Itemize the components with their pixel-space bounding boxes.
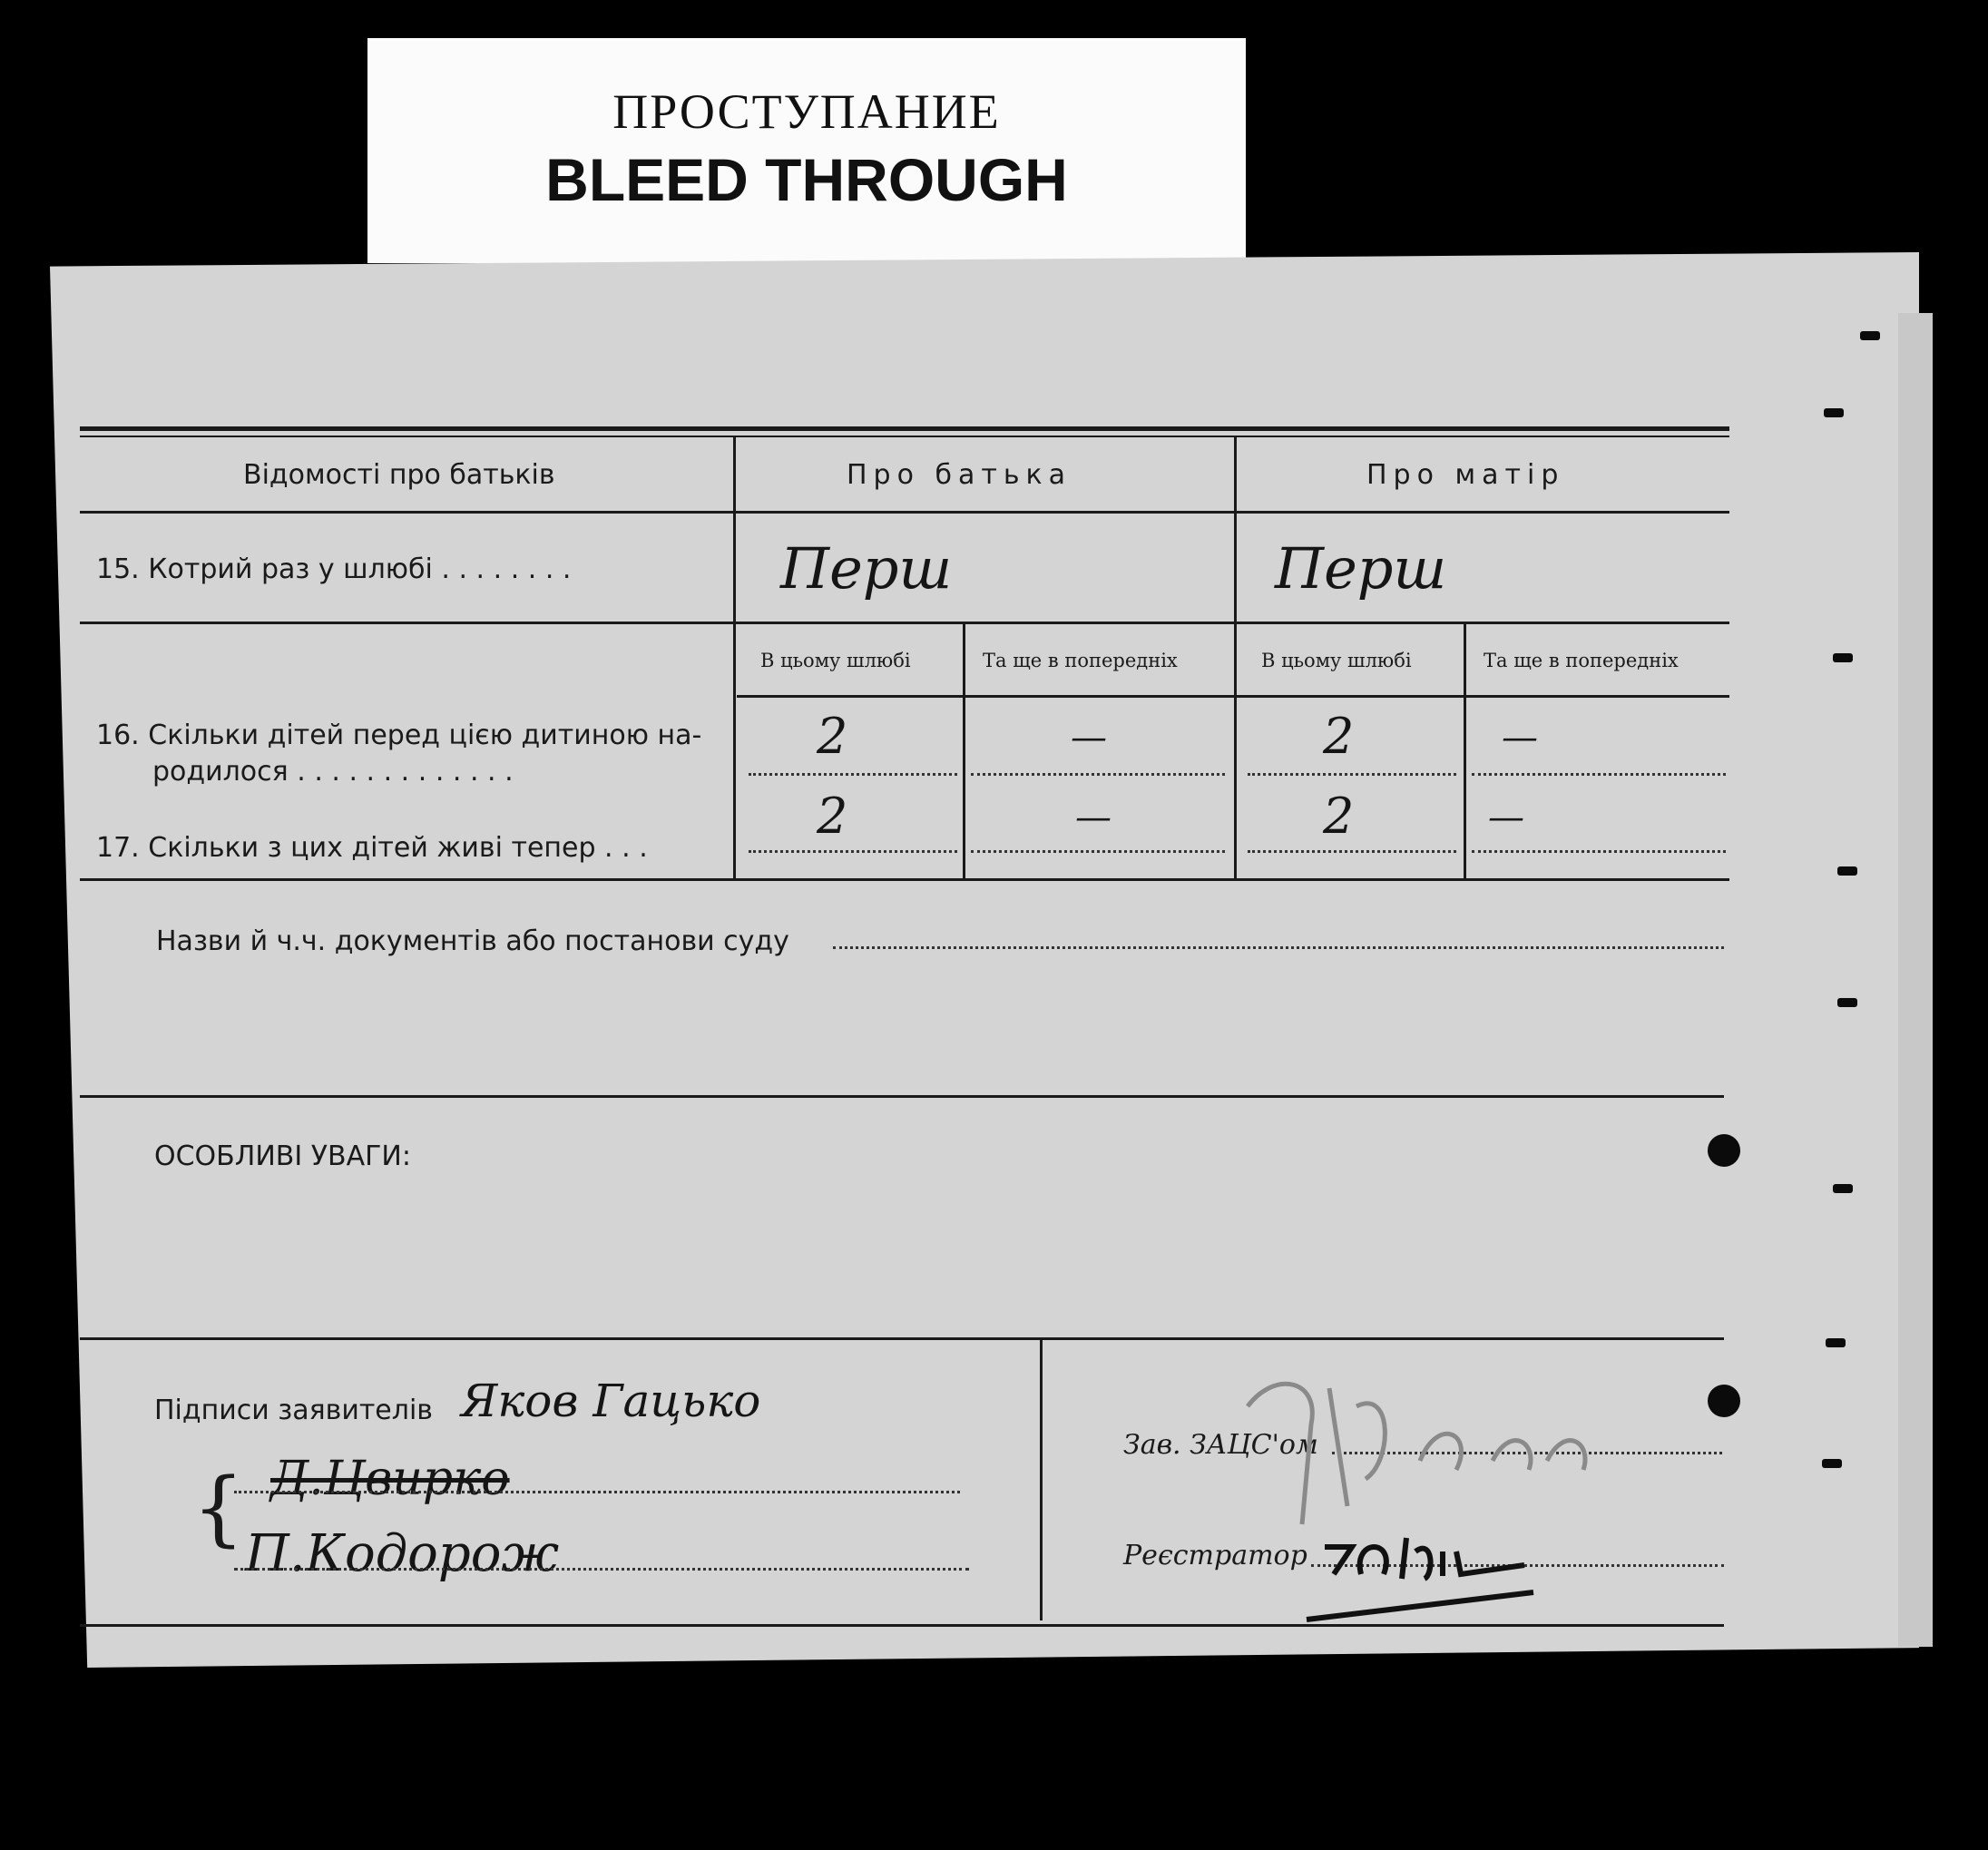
subheader-mother-prev: Та ще в попередніх (1484, 650, 1679, 671)
header-bottom-rule (80, 511, 1729, 514)
punch-hole-bottom (1708, 1385, 1740, 1417)
row16-mother-this-dots (1248, 773, 1456, 776)
row15-father-value: Перш (780, 535, 953, 602)
label-english: BLEED THROUGH (545, 146, 1068, 213)
subheader-mother-this: В цьому шлюбі (1261, 650, 1412, 671)
row17-father-prev: — (1075, 797, 1112, 838)
edge-mark (1833, 1184, 1853, 1193)
row15-mother-value: Перш (1275, 535, 1447, 602)
row17-mother-prev-dots (1472, 850, 1726, 853)
punch-hole-top (1708, 1134, 1740, 1167)
row16-father-prev: — (1071, 717, 1107, 759)
subheader-bottom-rule (737, 695, 1729, 698)
subheader-father-prev: Та ще в попередніх (983, 650, 1178, 671)
applicants-label: Підписи заявителів (154, 1395, 433, 1426)
row15-label: 15. Котрий раз у шлюбі . . . . . . . . (96, 553, 572, 585)
registrar-signature (1298, 1511, 1552, 1629)
documents-bottom-rule (80, 1095, 1724, 1098)
table-bottom-rule (80, 878, 1729, 881)
row17-mother-this: 2 (1323, 788, 1355, 845)
row16-father-this: 2 (817, 708, 848, 765)
header-father: Про батька (847, 459, 1072, 491)
edge-mark (1837, 998, 1857, 1007)
edge-mark (1826, 1338, 1846, 1347)
row17-father-prev-dots (971, 850, 1225, 853)
table-top-rule-thin (80, 436, 1729, 437)
witness2-signature: П.Кодорож (245, 1524, 560, 1583)
table-top-rule (80, 426, 1729, 431)
archive-label-card (367, 38, 1246, 263)
row16-mother-prev-dots (1472, 773, 1726, 776)
father-subcol-divider (963, 623, 965, 878)
col-divider-1 (733, 436, 736, 880)
footer-rule (80, 1624, 1724, 1627)
edge-mark (1833, 653, 1853, 662)
special-notes-label: ОСОБЛИВІ УВАГИ: (154, 1140, 411, 1172)
col-divider-2 (1234, 436, 1237, 880)
edge-mark (1822, 1459, 1842, 1468)
row16-mother-prev: — (1502, 717, 1538, 759)
head-label: Зав. ЗАЦС'ом (1123, 1429, 1318, 1461)
witness1-dots (234, 1491, 960, 1493)
edge-mark (1860, 331, 1880, 340)
row17-father-this: 2 (817, 788, 848, 845)
edge-mark (1824, 408, 1844, 417)
registrar-label: Реєстратор (1123, 1540, 1307, 1571)
witness-brace: { (192, 1461, 245, 1556)
signature-divider (1040, 1339, 1043, 1620)
header-mother: Про матір (1366, 459, 1565, 491)
documents-label: Назви й ч.ч. документів або постанови суду (156, 925, 789, 957)
subheader-father-this: В цьому шлюбі (760, 650, 911, 671)
head-signature (1239, 1352, 1620, 1533)
witness2-dots (234, 1568, 969, 1571)
header-parents-info: Відомості про батьків (243, 459, 555, 491)
applicant-name: Яков Гацько (461, 1375, 761, 1427)
documents-dots (833, 946, 1724, 949)
row16-mother-this: 2 (1323, 708, 1355, 765)
mother-subcol-divider (1464, 623, 1466, 878)
notes-bottom-rule (80, 1337, 1724, 1340)
row16-label-line1: 16. Скільки дітей перед цією дитиною на- (96, 719, 702, 751)
row16-label-line2: родилося . . . . . . . . . . . . . (152, 756, 514, 788)
row17-mother-prev: — (1488, 797, 1524, 838)
row17-label: 17. Скільки з цих дітей живі тепер . . . (96, 832, 648, 864)
edge-mark (1837, 866, 1857, 876)
witness1-signature: Д.Цвирко (270, 1452, 510, 1506)
row16-father-this-dots (749, 773, 957, 776)
row16-father-prev-dots (971, 773, 1225, 776)
row17-mother-this-dots (1248, 850, 1456, 853)
sheet-edge (1898, 313, 1933, 1647)
row15-bottom-rule (80, 622, 1729, 624)
label-russian: ПРОСТУПАНИЕ (612, 84, 1001, 139)
row17-father-this-dots (749, 850, 957, 853)
